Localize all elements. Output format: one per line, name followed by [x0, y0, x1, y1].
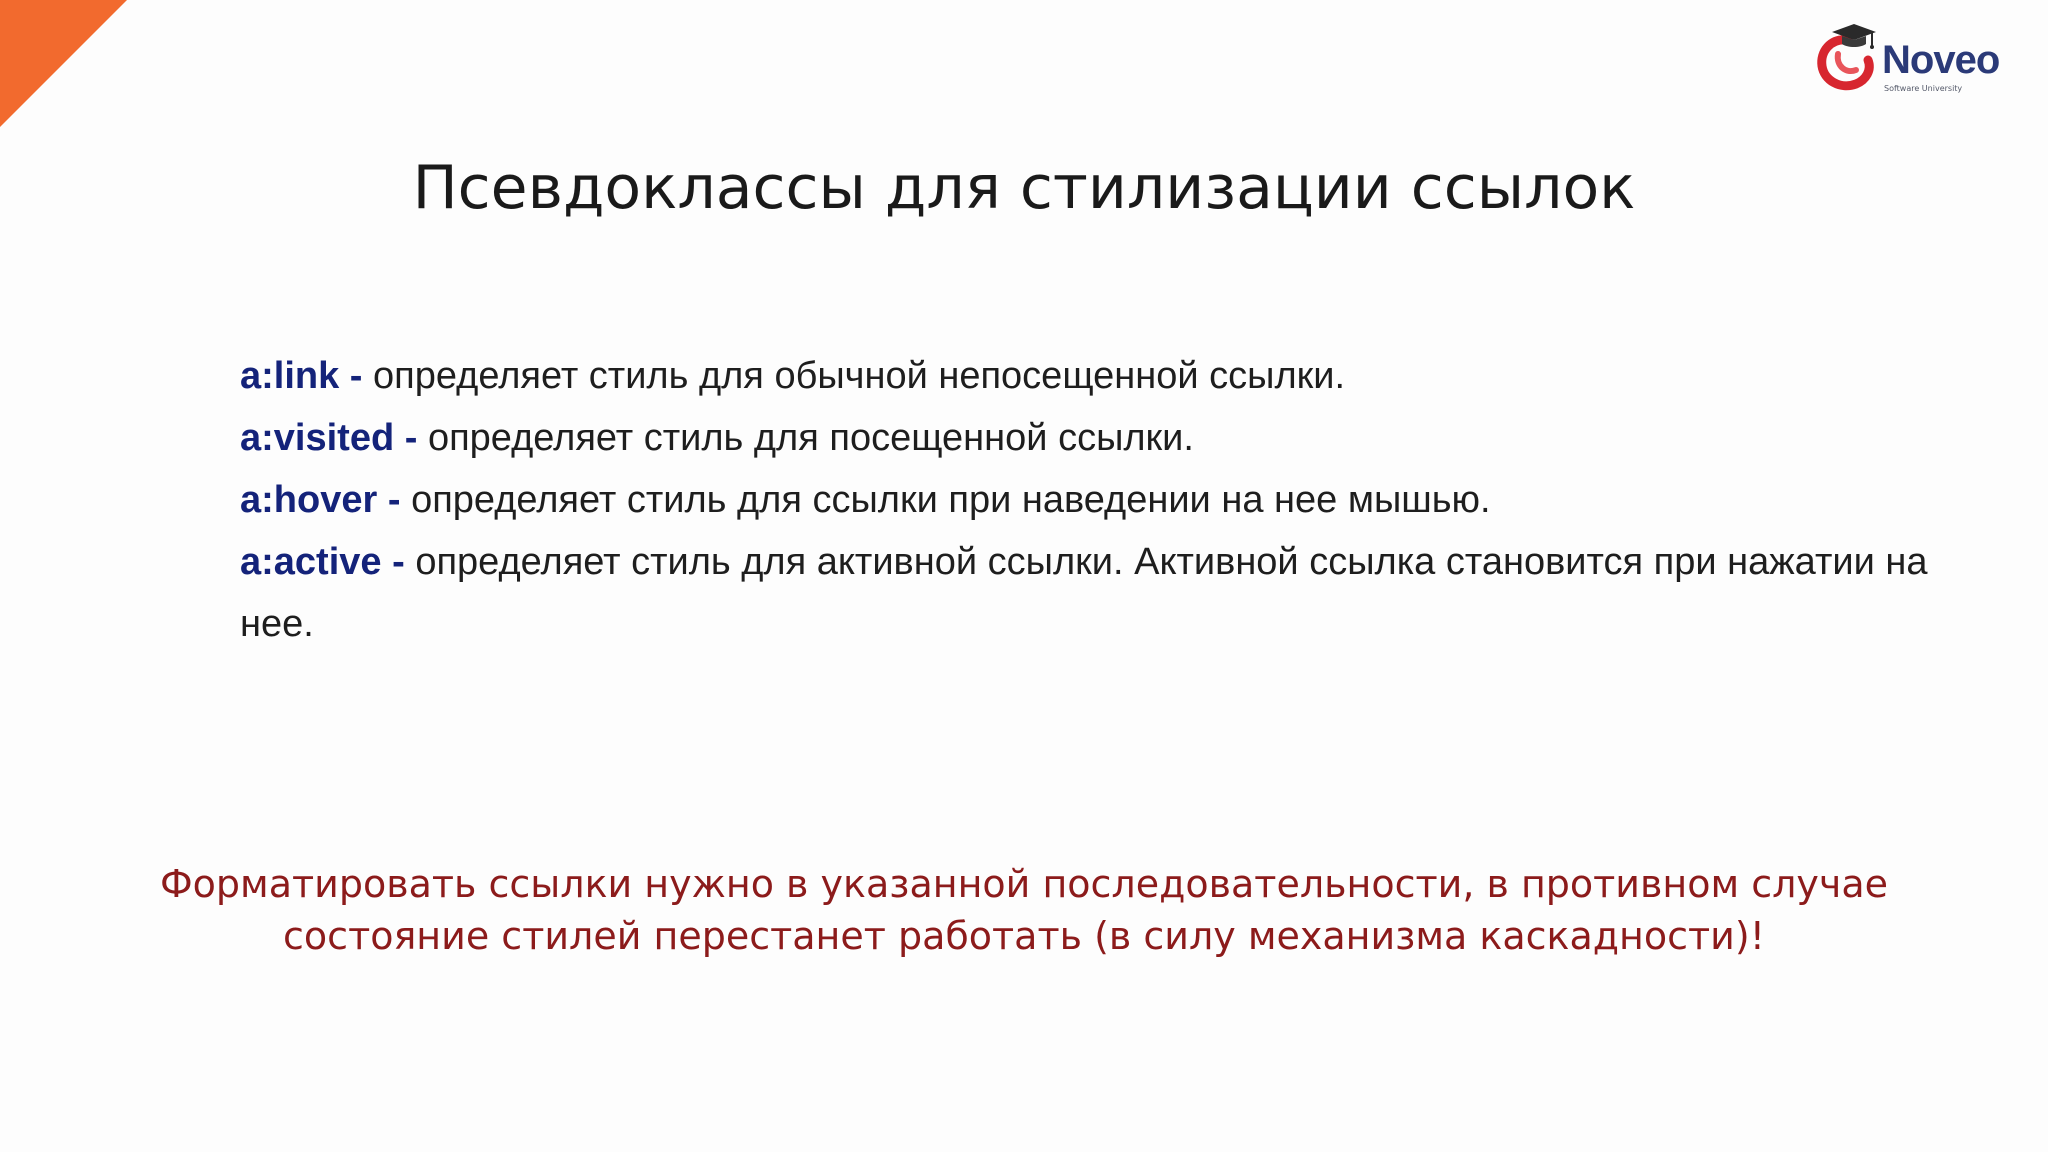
term-separator: - [339, 355, 374, 397]
term-separator: - [377, 479, 412, 521]
term-label: a:visited [240, 417, 395, 459]
logo-name: Noveo [1882, 38, 2000, 82]
term-separator: - [381, 541, 416, 583]
definition-text: определяет стиль для ссылки при наведении на нее мышью. [411, 479, 1491, 521]
term-label: a:active [240, 541, 382, 583]
warning-note [0, 858, 2048, 962]
definition-text: определяет стиль для обычной непосещенной ссылки. [373, 355, 1346, 397]
definition-item-visited [240, 407, 1940, 469]
definition-text: определяет стиль для посещенной ссылки. [427, 417, 1194, 459]
warning-note-line-1: Форматировать ссылки нужно в указанной последовательности, в противном случае [159, 862, 1889, 906]
term-label: a:hover [240, 479, 378, 521]
noveo-logo [1808, 18, 2023, 98]
definition-item-active [240, 531, 1940, 655]
slide-title: Псевдоклассы для стилизации ссылок [412, 153, 1636, 223]
corner-accent [0, 0, 127, 127]
definition-text: определяет стиль для активной ссылки. Активной ссылка становится при нажатии на нее. [240, 541, 1928, 645]
term-label: a:link [240, 355, 340, 397]
definition-list [240, 345, 1940, 655]
warning-note-line-2: состояние стилей перестанет работать (в силу механизма каскадности)! [283, 914, 1765, 958]
logo-subtitle: Software University [1884, 84, 1963, 93]
definition-item-hover [240, 469, 1940, 531]
term-separator: - [394, 417, 428, 459]
logo-mark-icon [1808, 18, 1888, 98]
definition-item-link [240, 345, 1940, 407]
